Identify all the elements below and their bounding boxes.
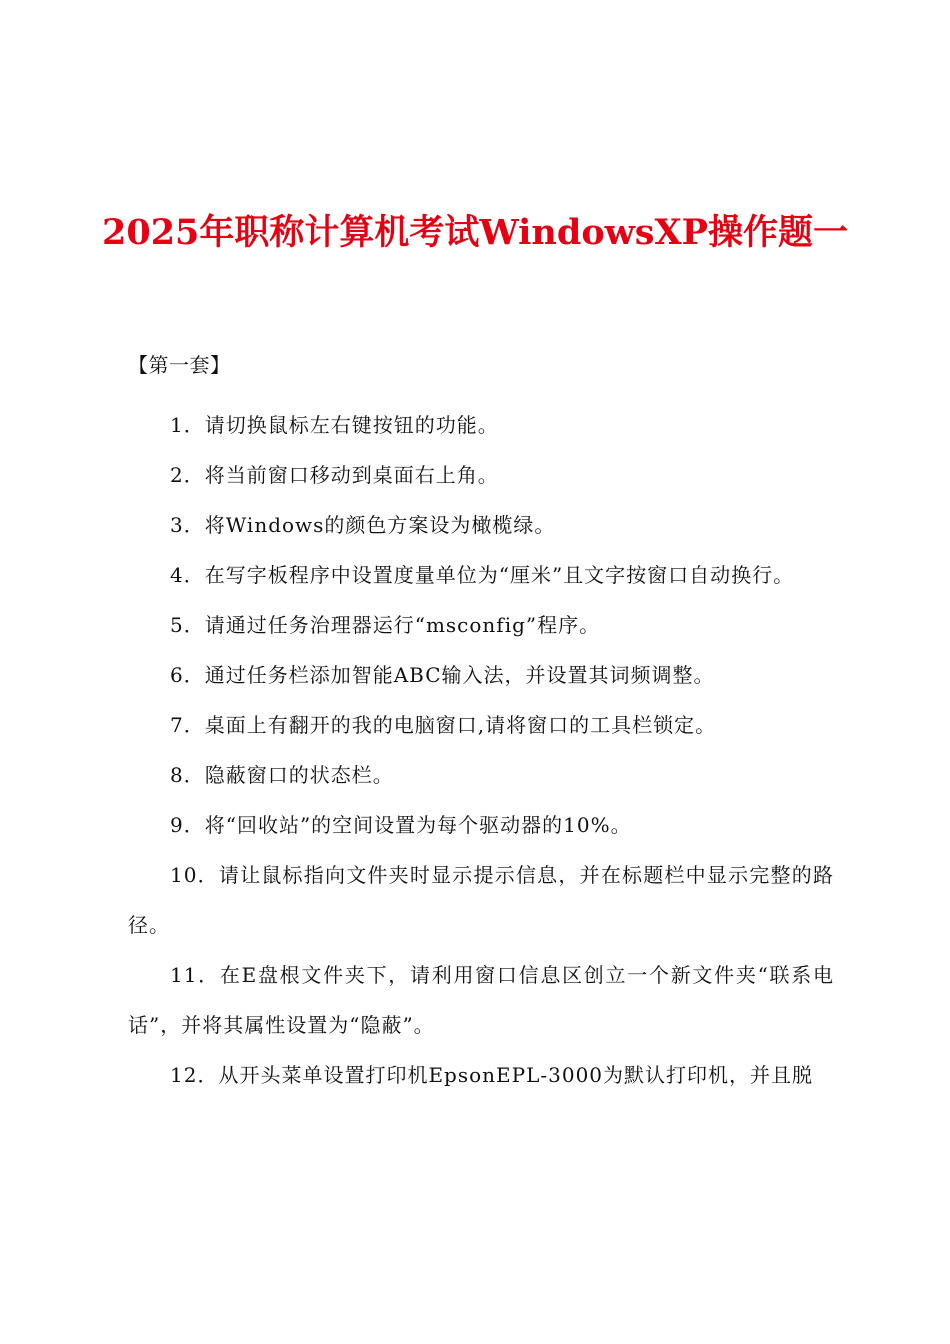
question-item: 2．将当前窗口移动到桌面右上角。 [170,463,499,487]
question-item: 12．从开头菜单设置打印机EpsonEPL-3000为默认打印机，并且脱 [170,1063,814,1087]
question-item: 6．通过任务栏添加智能ABC输入法，并设置其词频调整。 [170,663,715,687]
question-item: 9．将“回收站”的空间设置为每个驱动器的10%。 [170,813,632,837]
question-item: 3．将Windows的颜色方案设为橄榄绿。 [170,513,556,537]
question-item: 8．隐蔽窗口的状态栏。 [170,763,394,787]
document-title: 2025年职称计算机考试WindowsXP操作题一 [102,212,848,253]
question-item: 5．请通过任务治理器运行“msconfig”程序。 [170,613,601,637]
question-item: 4．在写字板程序中设置度量单位为“厘米”且文字按窗口自动换行。 [170,563,795,587]
question-item: 11．在E盘根文件夹下，请利用窗口信息区创立一个新文件夹“联系电话”，并将其属性设置为“隐蔽”。 [128,963,834,1037]
question-item: 10．请让鼠标指向文件夹时显示提示信息，并在标题栏中显示完整的路径。 [128,863,834,937]
question-item: 7．桌面上有翻开的我的电脑窗口,请将窗口的工具栏锁定。 [170,713,717,737]
question-list [128,400,834,1100]
section-heading: 【第一套】 [128,353,231,377]
question-item: 1．请切换鼠标左右键按钮的功能。 [170,413,499,437]
